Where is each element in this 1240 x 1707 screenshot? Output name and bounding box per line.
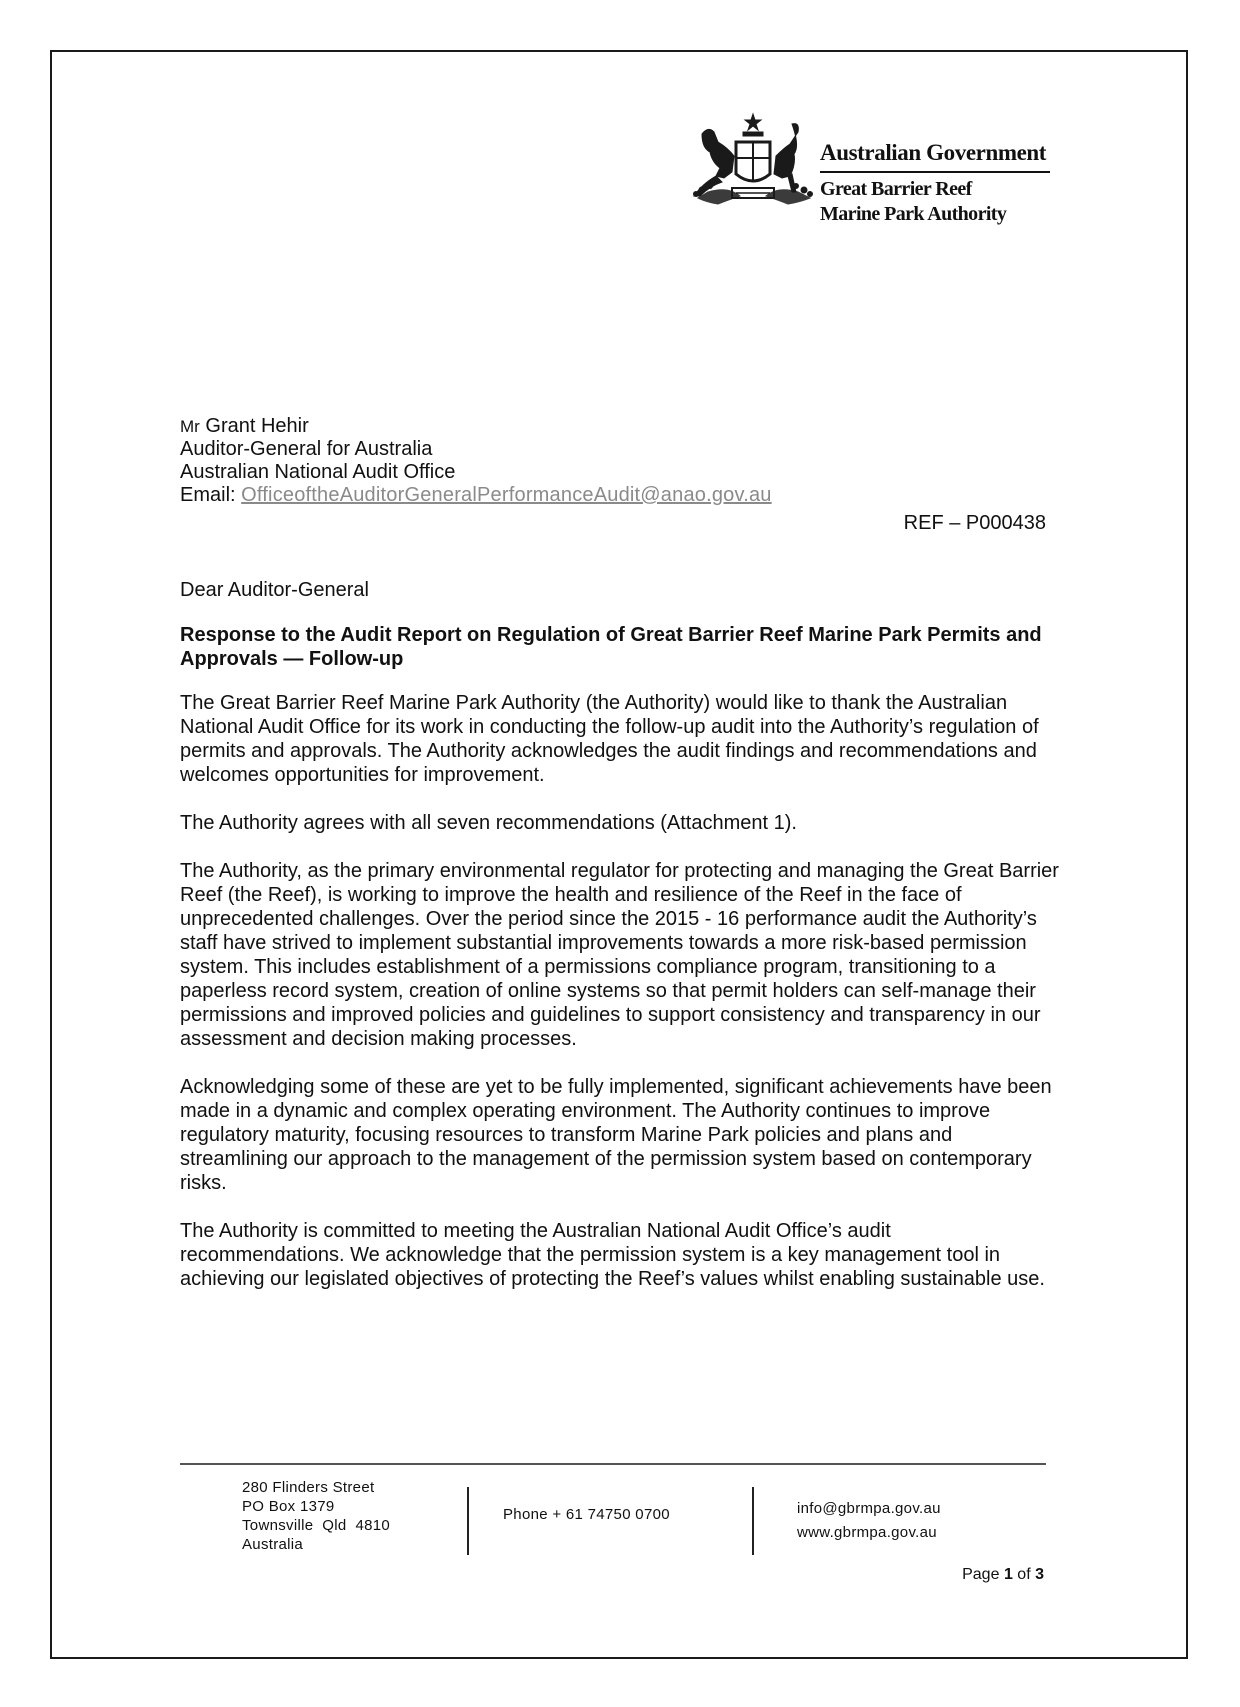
page-of-label: of — [1017, 1566, 1031, 1583]
body-paragraph: The Authority, as the primary environmental regulator for protecting and managing the Great Barrier Reef (the Reef), is working to improve the health and resilience of the Reef in the face of unprecedented challenges. Over the period since the 2015 - 16 performance audit the Authority’s staff have strived to implement substantial improvements towards a more risk-based permission system. This includes establishment of a permissions compliance program, transitioning to a paperless record system, creation of online systems so that permit holders can self-manage their permissions and improved policies and guidelines to support consistency and transparency in our assessment and decision making processes. — [180, 860, 1059, 1050]
recipient-name-line — [180, 415, 772, 438]
recipient-address — [180, 415, 772, 507]
footer-city: Townsville Qld 4810 — [242, 1517, 391, 1534]
page-current: 1 — [1003, 1566, 1013, 1583]
agency-name-line-1: Great Barrier Reef — [820, 178, 972, 200]
agency-name-line-2: Marine Park Authority — [820, 203, 1007, 225]
letter-subject: Response to the Audit Report on Regulation of Great Barrier Reef Marine Park Permits and Approvals — Follow-up — [180, 624, 1042, 670]
body-paragraph: The Great Barrier Reef Marine Park Authority (the Authority) would like to thank the Australian National Audit Office for its work in conducting the follow-up audit into the Authority’s regulation of permits and approvals. The Authority acknowledges the audit findings and recommendations and welcomes opportunities for improvement. — [180, 692, 1039, 786]
page-label: Page — [962, 1566, 1000, 1583]
footer-website-link[interactable]: www.gbrmpa.gov.au — [797, 1524, 937, 1541]
body-paragraph: The Authority is committed to meeting the Australian National Audit Office’s audit recommendations. We acknowledge that the permission system is a key management tool in achieving our legislated objectives of protecting the Reef’s values whilst enabling sustainable use. — [180, 1220, 1045, 1290]
recipient-title: Mr — [180, 417, 200, 436]
footer-street: 280 Flinders Street — [242, 1479, 375, 1496]
recipient-email-link[interactable]: OfficeoftheAuditorGeneralPerformanceAudit@anao.gov.au — [241, 484, 772, 506]
email-label: Email: — [180, 484, 236, 506]
footer-po-box: PO Box 1379 — [242, 1498, 335, 1515]
footer-separator — [467, 1487, 469, 1555]
government-title: Australian Government — [820, 140, 1050, 173]
footer-country: Australia — [242, 1536, 304, 1553]
coat-of-arms-icon — [688, 112, 818, 212]
footer-postal-address — [242, 1478, 390, 1554]
footer-phone: Phone + 61 74750 0700 — [503, 1506, 670, 1523]
letterhead — [820, 140, 1050, 227]
footer-separator — [752, 1487, 754, 1555]
reference-number: REF – P000438 — [903, 512, 1046, 534]
recipient-name: Grant Hehir — [205, 415, 309, 437]
recipient-office: Australian National Audit Office — [180, 461, 456, 483]
body-paragraph: Acknowledging some of these are yet to be fully implemented, significant achievements have been made in a dynamic and complex operating environment. The Authority continues to improve regulatory maturity, focusing resources to transform Marine Park policies and plans and streamlining our approach to the management of the permission system based on contemporary risks. — [180, 1076, 1052, 1194]
footer-divider-line — [180, 1463, 1046, 1465]
recipient-position: Auditor-General for Australia — [180, 438, 433, 460]
agency-name — [820, 177, 1050, 227]
body-paragraph: The Authority agrees with all seven recommendations (Attachment 1). — [180, 812, 797, 834]
page-total: 3 — [1035, 1566, 1044, 1583]
recipient-email-line — [180, 484, 772, 507]
footer-email-link[interactable]: info@gbrmpa.gov.au — [797, 1500, 941, 1517]
letter-body — [180, 578, 1060, 1315]
salutation: Dear Auditor-General — [180, 579, 369, 601]
page-number — [962, 1566, 1044, 1584]
footer-contact — [797, 1497, 941, 1545]
